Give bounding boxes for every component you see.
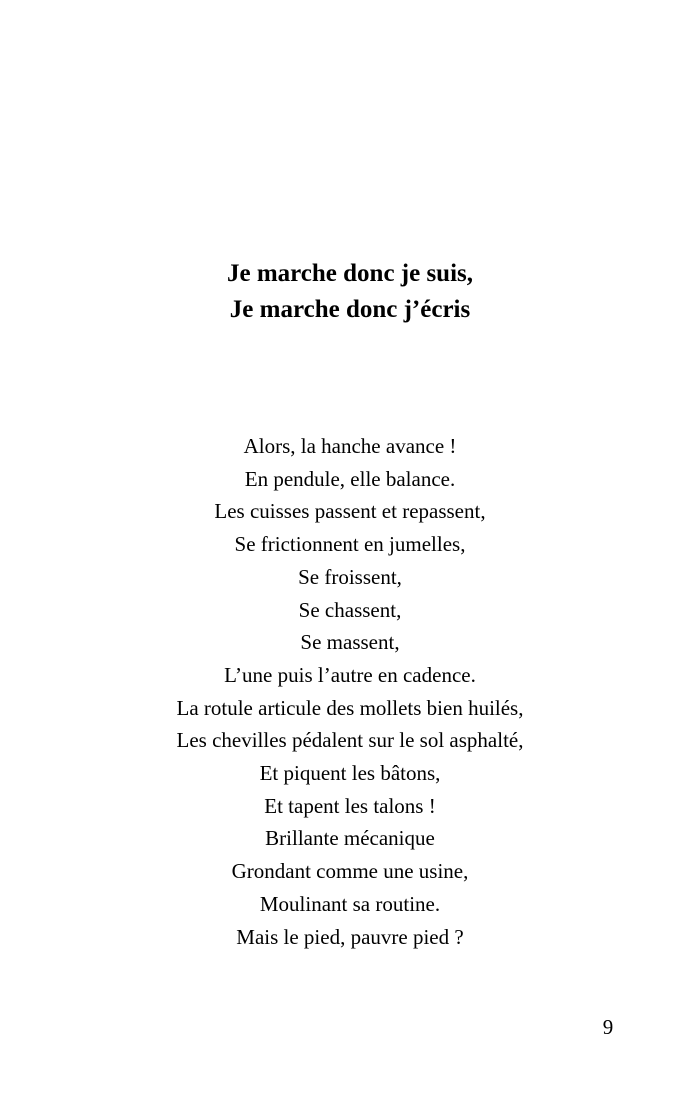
poem-line: Se froissent, <box>298 564 402 589</box>
poem-line: Et piquent les bâtons, <box>259 761 441 786</box>
title-line: Je marche donc je suis, <box>226 260 474 287</box>
poem-line: Les chevilles pédalent sur le sol asphalté, <box>176 728 524 753</box>
poem-line: Grondant comme une usine, <box>231 859 469 884</box>
page-number: 9 <box>602 1015 614 1039</box>
title-line: Je marche donc j’écris <box>229 296 471 323</box>
poem-line: Se frictionnent en jumelles, <box>234 532 466 557</box>
poem-line: Brillante mécanique <box>265 826 435 851</box>
poem-line: Se chassent, <box>298 597 402 622</box>
poem-body <box>0 430 700 953</box>
poem-line: Et tapent les talons ! <box>264 793 436 818</box>
poem-line: La rotule articule des mollets bien huilés, <box>176 695 524 720</box>
poem-line: Alors, la hanche avance ! <box>243 434 457 458</box>
poem-line: L’une puis l’autre en cadence. <box>224 662 476 687</box>
poem-line: Mais le pied, pauvre pied ? <box>236 924 464 949</box>
poem-line: Les cuisses passent et repassent, <box>214 499 486 524</box>
poem-line: En pendule, elle balance. <box>244 466 456 491</box>
poem-line: Moulinant sa routine. <box>259 891 441 916</box>
poem-title <box>0 256 700 328</box>
poem-line: Se massent, <box>300 630 400 655</box>
